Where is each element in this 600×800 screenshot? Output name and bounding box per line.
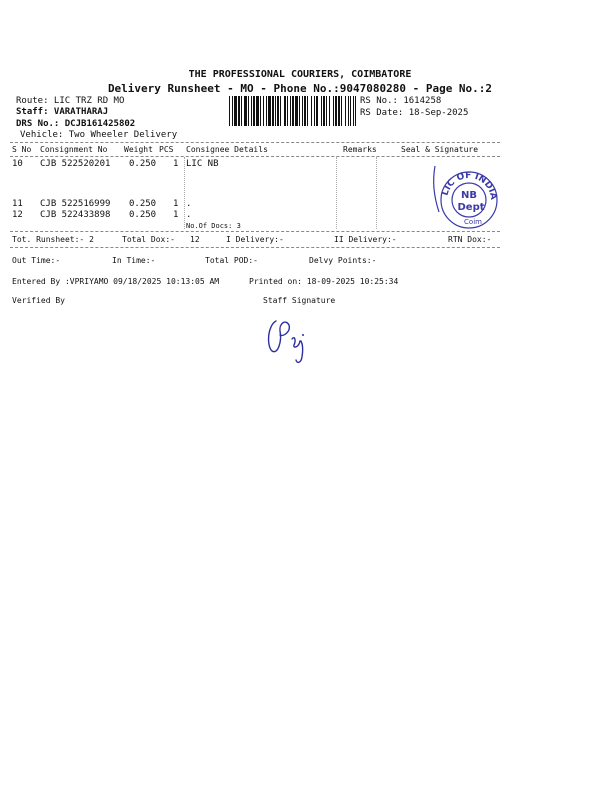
stamp-ring-text: LIC OF INDIA <box>440 170 499 201</box>
vehicle-label: Vehicle: Two Wheeler Delivery <box>20 130 178 140</box>
table-bottom-rule <box>10 231 500 232</box>
i-delivery: I Delivery:- <box>226 235 284 244</box>
table-top-rule <box>10 142 500 143</box>
row-consignee: LIC NB <box>186 159 219 169</box>
stamp-line1: NB <box>461 190 477 201</box>
col-separator <box>376 157 377 229</box>
barcode-image <box>229 96 356 126</box>
row-consignment: CJB 522520201 <box>40 159 111 169</box>
rtn-dox: RTN Dox:- <box>448 235 492 244</box>
in-time: In Time:- <box>112 256 156 265</box>
stamp-line2: Dept <box>457 202 485 213</box>
row-sno: 11 <box>12 199 23 209</box>
col-header-consignee: Consignee Details <box>186 145 268 154</box>
runsheet-subtitle: Delivery Runsheet - MO - Phone No.:9047080280 - Page No.:2 <box>107 82 493 95</box>
drs-number: DRS No.: DCJB161425802 <box>16 119 136 129</box>
row-pcs: 1 <box>173 199 179 209</box>
lic-seal-stamp <box>425 160 505 230</box>
company-title: THE PROFESSIONAL COURIERS, COIMBATORE <box>188 69 412 80</box>
row-pcs: 1 <box>173 210 179 220</box>
col-separator <box>336 157 337 229</box>
row-weight: 0.250 <box>129 210 157 220</box>
ii-delivery: II Delivery:- <box>334 235 397 244</box>
entered-by: Entered By :VPRIYAMO 09/18/2025 10:13:05 AM <box>12 277 220 286</box>
col-header-pcs: PCS <box>159 145 174 154</box>
row-consignment: CJB 522516999 <box>40 199 111 209</box>
staff-signature-label: Staff Signature <box>263 296 336 305</box>
col-header-weight: Weight <box>124 145 153 154</box>
totals-rule <box>10 247 500 248</box>
col-header-remarks: Remarks <box>343 145 377 154</box>
out-time: Out Time:- <box>12 256 61 265</box>
col-separator <box>184 157 185 229</box>
rs-date: RS Date: 18-Sep-2025 <box>360 108 469 118</box>
staff-label: Staff: VARATHARAJ <box>16 107 109 117</box>
table-header-rule <box>10 156 500 157</box>
row-sno: 12 <box>12 210 23 220</box>
col-header-consignment: Consignment No <box>40 145 108 154</box>
total-pod: Total POD:- <box>205 256 258 265</box>
stamp-bottom: Coim <box>464 218 482 226</box>
row-consignment: CJB 522433898 <box>40 210 111 220</box>
total-dox-label: Total Dox:- <box>122 235 175 244</box>
row-weight: 0.250 <box>129 199 157 209</box>
col-header-sno: S No <box>12 145 32 154</box>
verified-by-label: Verified By <box>12 296 65 305</box>
total-dox-value: 12 <box>190 235 200 244</box>
route-label: Route: LIC TRZ RD MO <box>16 96 125 106</box>
printed-on: Printed on: 18-09-2025 10:25:34 <box>249 277 399 286</box>
row-consignee: . <box>186 199 192 209</box>
row-sno: 10 <box>12 159 23 169</box>
row-consignee: . <box>186 210 192 220</box>
row-weight: 0.250 <box>129 159 157 169</box>
col-header-seal: Seal & Signature <box>401 145 479 154</box>
row-pcs: 1 <box>173 159 179 169</box>
rs-number: RS No.: 1614258 <box>360 96 442 106</box>
handwritten-signature <box>262 311 322 366</box>
total-runsheet: Tot. Runsheet:- 2 <box>12 235 94 244</box>
docs-count-note: No.Of Docs: 3 <box>186 222 241 230</box>
delvy-points: Delvy Points:- <box>309 256 377 265</box>
